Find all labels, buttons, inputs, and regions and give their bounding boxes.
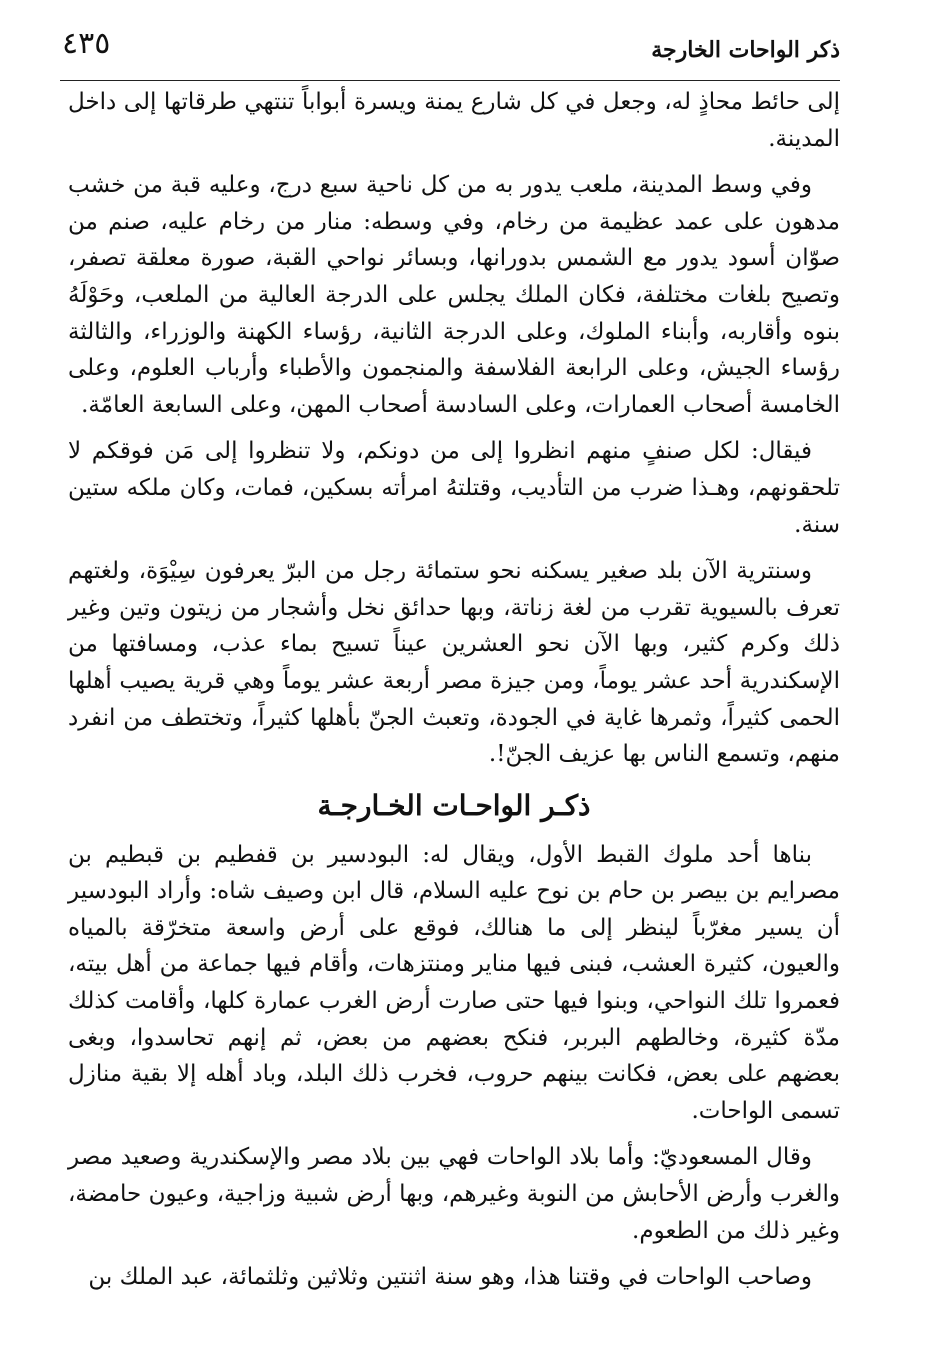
page-number: ٤٣٥ [62,26,111,61]
header-rule [60,80,840,81]
paragraph-7: وصاحب الواحات في وقتنا هذا، وهو سنة اثنتين وثلاثين وثلثمائة، عبد الملك بن [88,1264,812,1291]
section-heading: ذكـر الواحـات الخـارجـة [317,788,591,822]
paragraph-3: فيقال: لكل صنفٍ منهم انظروا إلى من دونكم، ولا تنظروا إلى مَن فوقكم لا تلحقونهم، وهـذا ضرب من التأديب، وقتلتهُ امرأته بسكين، فمات، وكان ملكه ستين سنة. [68,438,840,538]
page-body [68,84,840,1296]
paragraph-6: وقال المسعوديّ: وأما بلاد الواحات فهي بين بلاد مصر والإسكندرية وصعيد مصر والغرب وأرض الأحابش من النوبة وغيرهم، وبها أرض شبية وزاجية، وعيون حامضة، وغير ذلك من الطعوم. [68,1144,840,1244]
running-title: ذكر الواحات الخارجة [651,37,840,63]
running-header [40,22,840,66]
paragraph-4: وسنترية الآن بلد صغير يسكنه نحو ستمائة رجل من البرّ يعرفون سِيْوَة، ولغتهم تعرف بالسيوية تقرب من لغة زناتة، وبها حدائق نخل وأشجار من زيتون وتين وغير ذلك وكرم كثير، وبها الآن نحو العشرين عيناً تسيح بماء عذب، ومسافتها من الإسكندرية أحد عشر يوماً، ومن جيزة مصر أربعة عشر يوماً وهي قرية يصيب أهلها الحمى كثيراً، وثمرها غاية في الجودة، وتعبث الجنّ بأهلها كثيراً، وتختطف من انفرد منهم، وتسمع الناس بها عزيف الجنّ!. [68,558,840,768]
paragraph-5: بناها أحد ملوك القبط الأول، ويقال له: البودسير بن قفطيم بن قبطيم بن مصرايم بن بيصر بن حام بن نوح عليه السلام، قال ابن وصيف شاه: وأراد البودسير أن يسير مغرّباً لينظر إلى ما هنالك، فوقع على أرض واسعة متخرّقة بالمياه والعيون، كثيرة العشب، فبنى فيها مناير ومنتزهات، وأقام فيها جماعة من أهل بيته، فعمروا تلك النواحي، وبنوا فيها حتى صارت أرض الغرب عمارة كلها، وأقامت كذلك مدّة كثيرة، وخالطهم البربر، فنكح بعضهم من بعض، ثم إنهم تحاسدوا، وبغى بعضهم على بعض، فكانت بينهم حروب، فخرب ذلك البلد، وباد أهله إلا بقية منازل تسمى الواحات. [68,841,840,1124]
paragraph-1: إلى حائط محاذٍ له، وجعل في كل شارع يمنة ويسرة أبواباً تنتهي طرقاتها إلى داخل المدينة. [68,89,840,152]
paragraph-2: وفي وسط المدينة، ملعب يدور به من كل ناحية سبع درج، وعليه قبة من خشب مدهون على عمد عظيمة من رخام، وفي وسطه: منار من رخام عليه، صنم من صوّان أسود يدور مع الشمس بدورانها، وبسائر نواحي القبة، صورة معلقة تصفر، وتصيح بلغات مختلفة، فكان الملك يجلس على الدرجة العالية من الملعب، وحَوْلَهُ بنوه وأقاربه، وأبناء الملوك، وعلى الدرجة الثانية، رؤساء الكهنة والوزراء، والثالثة رؤساء الجيش، وعلى الرابعة الفلاسفة والمنجمون والأطباء وأرباب العلوم، وعلى الخامسة أصحاب العمارات، وعلى السادسة أصحاب المهن، وعلى السابعة العامّة. [68,172,840,418]
